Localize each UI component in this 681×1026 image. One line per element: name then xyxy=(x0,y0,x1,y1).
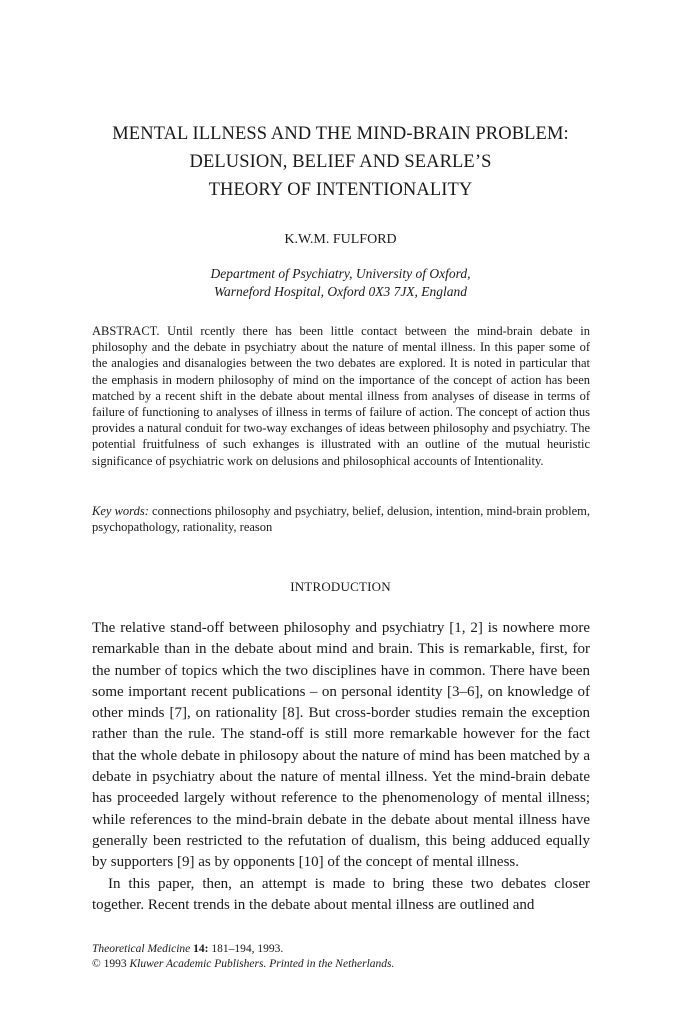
affiliation-line-2: Warneford Hospital, Oxford 0X3 7JX, England xyxy=(213,284,468,299)
abstract xyxy=(92,323,590,469)
body-paragraph-2: In this paper, then, an attempt is made to bring these two debates closer together. Recent trends in the debate about mental illness are outlined and xyxy=(92,875,590,913)
page-footer xyxy=(92,942,590,972)
abstract-label: ABSTRACT. xyxy=(92,324,160,338)
title-line-3: THEORY OF INTENTIONALITY xyxy=(208,180,473,200)
body-text xyxy=(92,618,590,916)
journal-name: Theoretical Medicine xyxy=(92,943,191,955)
keywords-label: Key words: xyxy=(92,504,149,518)
title-line-2: DELUSION, BELIEF AND SEARLE’S xyxy=(189,152,492,172)
copyright-line xyxy=(92,957,590,972)
keywords xyxy=(92,503,590,535)
affiliation-line-1: Department of Psychiatry, University of Oxford, xyxy=(210,266,471,281)
publisher: Kluwer Academic Publishers. Printed in the Netherlands. xyxy=(129,958,395,970)
title-line-1: MENTAL ILLNESS AND THE MIND-BRAIN PROBLEM: xyxy=(112,124,569,144)
author-name: K.W.M. FULFORD xyxy=(284,232,397,247)
keywords-text: connections philosophy and psychiatry, belief, delusion, intention, mind-brain problem, psychopathology, rationality, reason xyxy=(92,504,591,535)
journal-pages: 181–194, 1993. xyxy=(211,943,284,955)
section-heading-introduction: INTRODUCTION xyxy=(290,579,391,594)
journal-volume: 14: xyxy=(193,943,209,955)
body-paragraph-1: The relative stand-off between philosophy and psychiatry [1, 2] is nowhere more remarkable than in the debate about mind and brain. This is remarkable, first, for the number of topics which the two disciplines have in common. There have been some important recent publications – on personal identity [3–6], on knowledge of other minds [7], on rationality [8]. But cross-border studies remain the exception rather than the rule. The stand-off is still more remarkable however for the fact that the whole debate in philosopy about the nature of mind has been matched by a debate in psychiatry about the nature of mental illness. Yet the mind-brain debate has proceeded largely without reference to the phenomenology of mental illness; while references to the mind-brain debate in the debate about mental illness have generally been restricted to the refutation of dualism, this being adduced equally by supporters [9] as by opponents [10] of the concept of mental illness. xyxy=(92,620,590,871)
copyright-year: 1993 xyxy=(103,958,127,970)
copyright-symbol: © xyxy=(92,958,101,970)
journal-citation xyxy=(92,942,590,957)
affiliation xyxy=(0,265,681,301)
abstract-text: Until rcently there has been little contact between the mind-brain debate in philosophy and the debate in psychiatry about the nature of mental illness. In this paper some of the analogies and disanalogies between the two debates are explored. It is noted in particular that the emphasis in modern philosophy of mind on the importance of the concept of action has been matched by a recent shift in the debate about mental illness from analyses of disease in terms of failure of functioning to analyses of illness in terms of failure of action. The concept of action thus provides a natural conduit for two-way exchanges of ideas between philosophy and psychiatry. The potential fruitfulness of such exhanges is illustrated with an outline of the mutual heuristic significance of psychiatric work on delusions and philosophical accounts of Intentionality. xyxy=(92,324,590,468)
paper-title xyxy=(60,120,621,204)
